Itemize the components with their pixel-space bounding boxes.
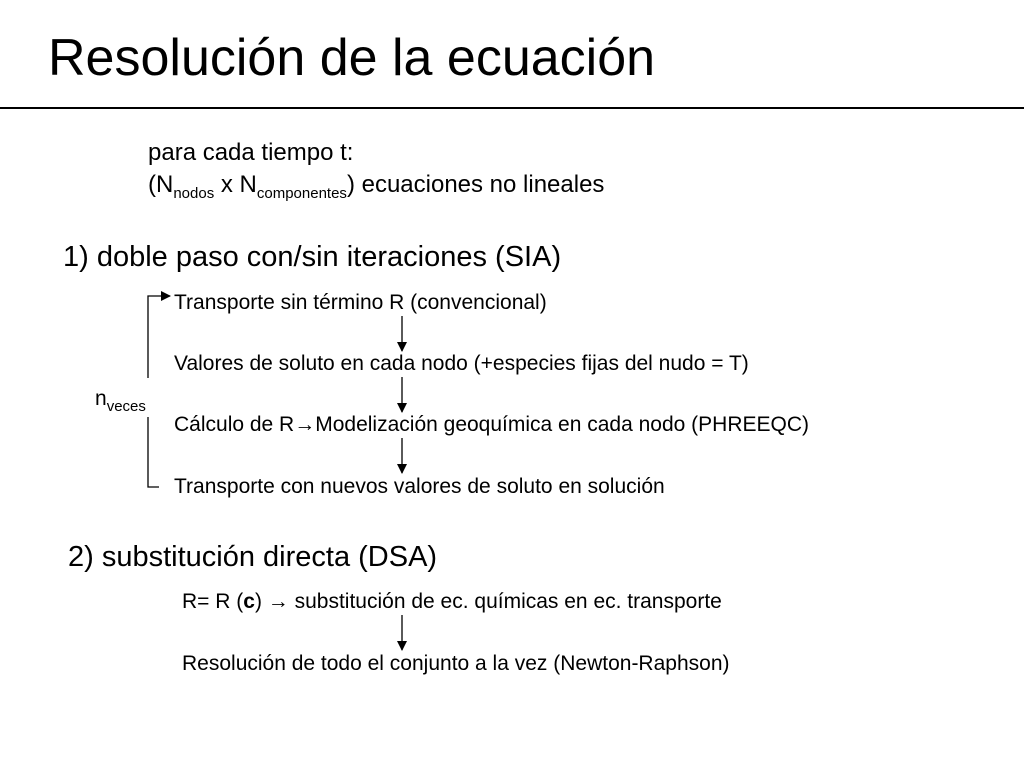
right-arrow-icon: → [267,590,289,613]
method2-step-1: R= R (c) → substitución de ec. químicas en ec. transporte [182,590,722,613]
intro-line-equations: ($N_{nodos}$ x $N_{componentes}$) ecuaciones no lineales [148,171,605,202]
method1-heading: 1) doble paso con/sin iteraciones (SIA) [63,241,562,273]
loop-return-arrow [148,296,170,378]
method1-step-4: Transporte con nuevos valores de soluto en solución [174,475,665,498]
method1-step-3: Cálculo de R→Modelización geoquímica en cada nodo (PHREEQC) [174,413,809,436]
method1-step-1: Transporte sin término R (convencional) [174,291,547,314]
loop-bracket [148,417,159,487]
intro-line-time: para cada tiempo t: [148,139,354,166]
method2-step-2: Resolución de todo el conjunto a la vez (Newton-Raphson) [182,652,730,675]
loop-count-label: $n_{veces}$ [95,387,146,415]
method1-step-2: Valores de soluto en cada nodo (+especies fijas del nudo = T) [174,352,749,375]
method2-heading: 2) substitución directa (DSA) [68,541,438,573]
slide-title: Resolución de la ecuación [48,29,656,87]
right-arrow-icon: → [294,413,316,436]
